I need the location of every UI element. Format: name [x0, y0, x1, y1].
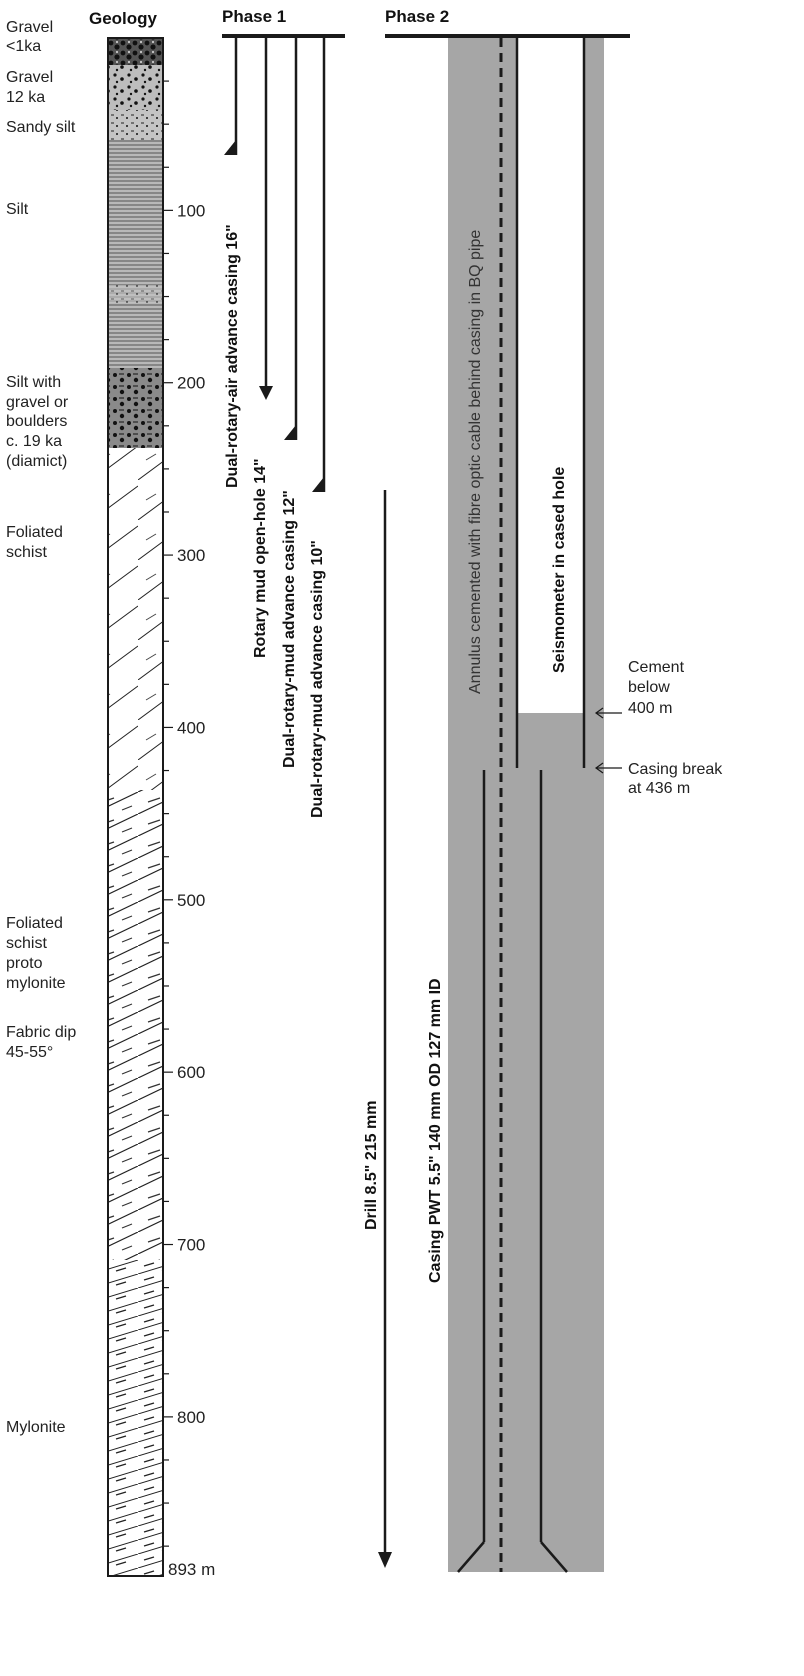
- phase2-group: [363, 36, 727, 1572]
- depth-tick-label: 500: [177, 890, 206, 910]
- phase1-label-casing-16: Dual-rotary-air advance casing 16": [224, 224, 241, 488]
- phase2-header: Phase 2: [385, 7, 450, 26]
- depth-tick-label: 200: [177, 373, 206, 393]
- geo-label-gravel-young: Gravel <1ka: [6, 19, 54, 55]
- phase1-group: [222, 36, 345, 818]
- geology-column: [108, 38, 163, 1576]
- geo-label-foliated-schist: Foliated schist: [6, 524, 63, 561]
- seismometer-label: Seismometer in cased hole: [551, 466, 568, 673]
- phase1-label-casing-10: Dual-rotary-mud advance casing 10": [309, 540, 326, 818]
- depth-tick-label: 100: [177, 201, 206, 221]
- drill-arrow-head: [378, 1552, 392, 1568]
- geo-label-silt: Silt: [6, 201, 29, 218]
- depth-tick-label: 800: [177, 1407, 206, 1427]
- geology-labels: [6, 19, 81, 1436]
- drill-label: Drill 8.5" 215 mm: [363, 1100, 380, 1230]
- annulus-label: Annulus cemented with fibre optic cable behind casing in BQ pipe: [467, 229, 484, 694]
- phase1-header: Phase 1: [222, 7, 287, 26]
- layer-silt-pebbles: [108, 285, 163, 303]
- casing-label: Casing PWT 5.5" 140 mm OD 127 mm ID: [427, 978, 444, 1283]
- depth-bottom-label: 893 m: [168, 1560, 216, 1579]
- layer-gravel-12ka: [108, 65, 163, 110]
- phase1-casing-16-shoe: [224, 140, 236, 155]
- geology-header: Geology: [89, 9, 158, 28]
- phase1-label-openhole-14: Rotary mud open-hole 14": [252, 458, 269, 658]
- depth-tick-label: 700: [177, 1235, 206, 1255]
- phase1-casing-10-shoe: [312, 477, 324, 492]
- phase1-casing-12-shoe: [284, 425, 296, 440]
- depth-tick-label: 600: [177, 1063, 206, 1083]
- layer-gravel-young: [108, 38, 163, 65]
- layer-foliated-schist: [108, 448, 163, 790]
- casing-break-annotation: Casing break at 436 m: [628, 761, 723, 797]
- layer-mylonite: [108, 1260, 163, 1576]
- layer-diamict: [108, 368, 163, 448]
- phase1-openhole-14-arrow: [259, 386, 273, 400]
- depth-tick-label: 300: [177, 546, 206, 566]
- geo-label-mylonite: Mylonite: [6, 1419, 66, 1436]
- geo-label-proto-mylonite: Foliated schist proto mylonite: [6, 915, 66, 992]
- phase1-label-casing-12: Dual-rotary-mud advance casing 12": [281, 490, 298, 768]
- geo-label-fabric-dip: Fabric dip 45-55°: [6, 1024, 77, 1061]
- geo-label-gravel-12ka: Gravel 12 ka: [6, 69, 54, 106]
- geo-label-sandy-silt: Sandy silt: [6, 119, 76, 136]
- layer-proto-mylonite: [108, 790, 163, 1260]
- cement-annotation: Cement below 400 m: [628, 659, 685, 717]
- depth-axis: [163, 38, 205, 1576]
- geo-label-diamict: Silt with gravel or boulders c. 19 ka (diamict): [6, 374, 69, 470]
- depth-tick-label: 400: [177, 718, 206, 738]
- layer-sandy-silt: [108, 110, 163, 140]
- layer-silt: [108, 140, 163, 368]
